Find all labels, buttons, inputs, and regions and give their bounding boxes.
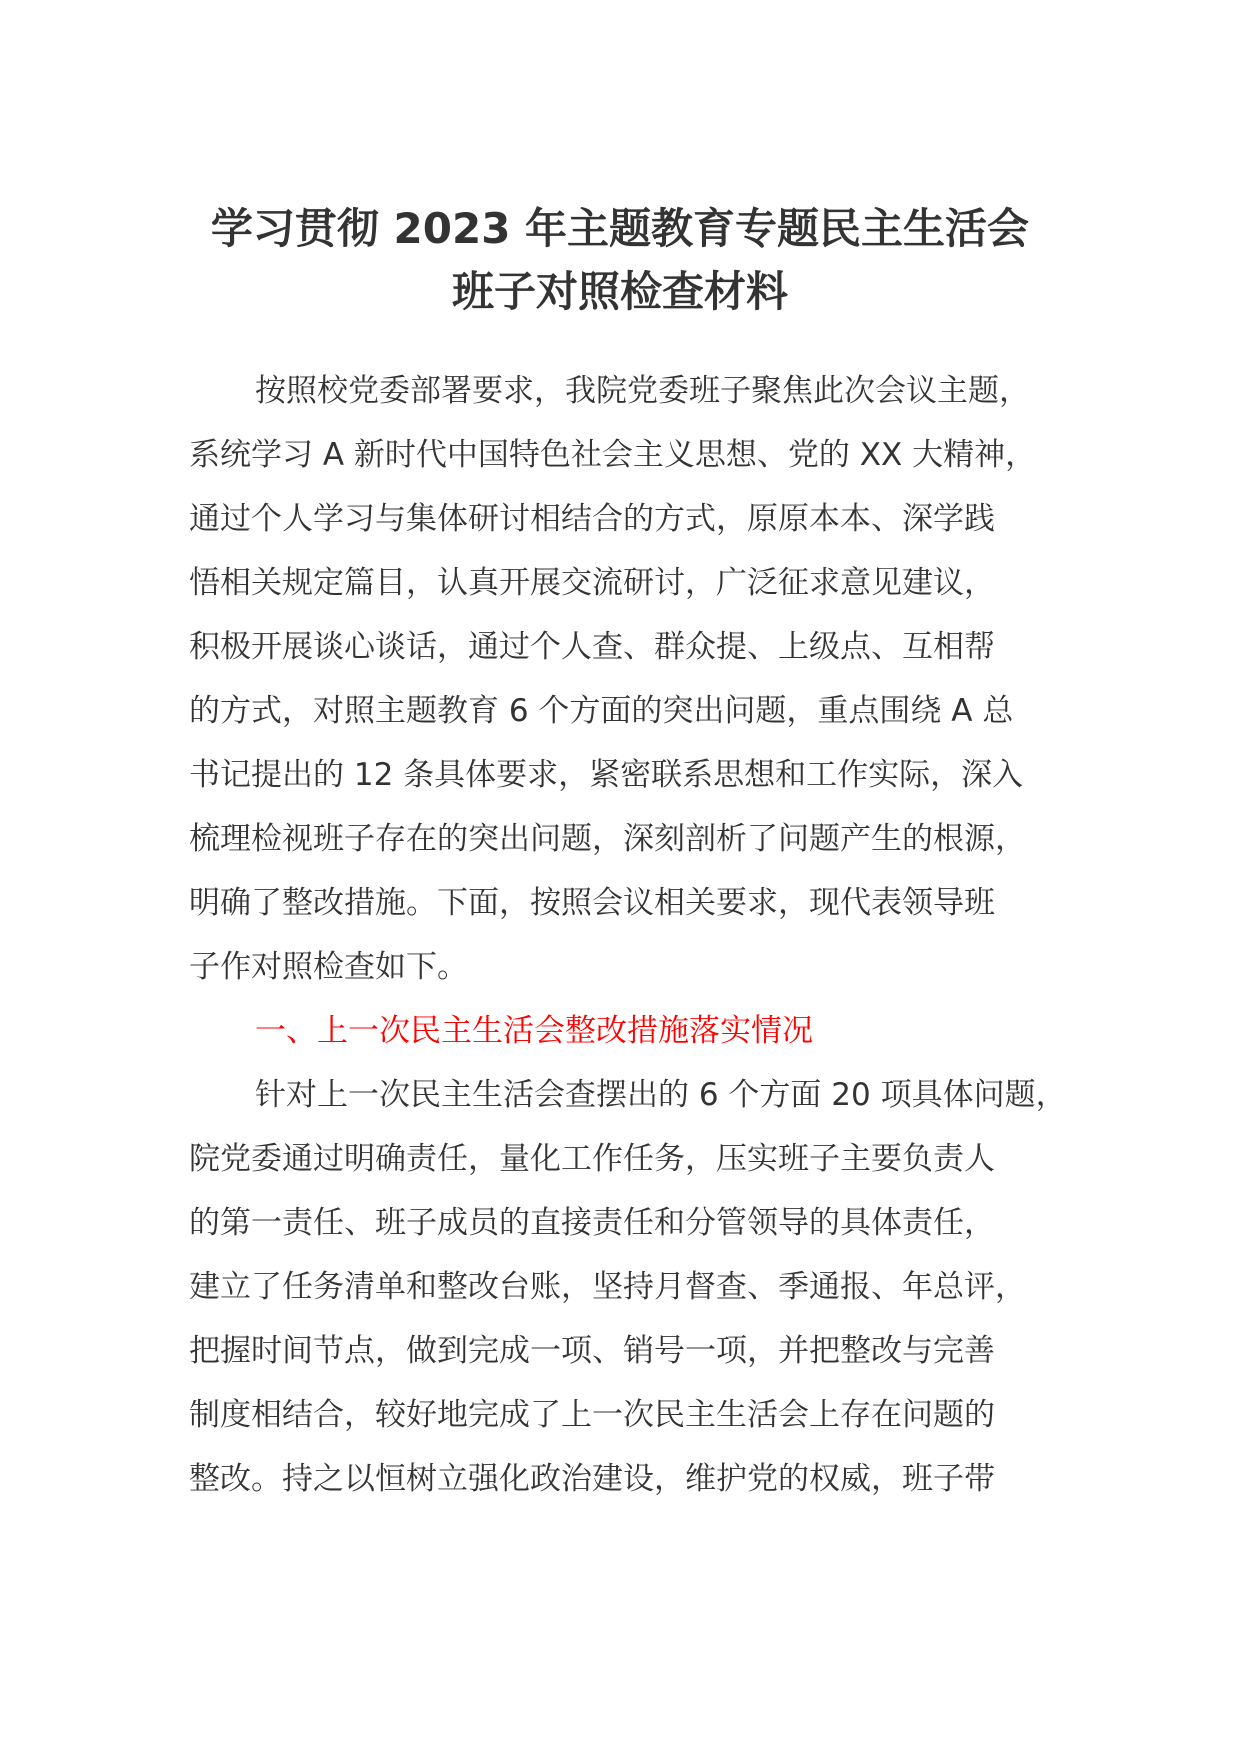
paragraph-line: 通过个人学习与集体研讨相结合的方式，原原本本、深学践 xyxy=(189,501,995,537)
paragraph-line: 制度相结合，较好地完成了上一次民主生活会上存在问题的 xyxy=(189,1397,995,1433)
paragraph-line: 积极开展谈心谈话，通过个人查、群众提、上级点、互相帮 xyxy=(189,629,995,665)
paragraph-line: 的第一责任、班子成员的直接责任和分管领导的具体责任， xyxy=(189,1205,995,1241)
paragraph-line: 针对上一次民主生活会查摆出的 6 个方面 20 项具体问题， xyxy=(255,1077,1067,1113)
document-title-line-2: 班子对照检查材料 xyxy=(451,267,788,316)
paragraph-line: 梳理检视班子存在的突出问题，深刻剖析了问题产生的根源， xyxy=(189,821,1026,857)
paragraph-line: 整改。持之以恒树立强化政治建设，维护党的权威，班子带 xyxy=(189,1461,995,1497)
paragraph-line: 子作对照检查如下。 xyxy=(189,949,468,985)
paragraph-line: 悟相关规定篇目，认真开展交流研讨，广泛征求意见建议， xyxy=(189,565,995,601)
paragraph-line: 建立了任务清单和整改台账，坚持月督查、季通报、年总评， xyxy=(189,1269,1026,1305)
paragraph-line: 院党委通过明确责任，量化工作任务，压实班子主要负责人 xyxy=(189,1141,995,1177)
paragraph-line: 按照校党委部署要求，我院党委班子聚焦此次会议主题， xyxy=(255,373,1030,409)
document-title-line-1: 学习贯彻 2023 年主题教育专题民主生活会 xyxy=(210,204,1030,253)
paragraph-line: 系统学习 A 新时代中国特色社会主义思想、党的 XX 大精神， xyxy=(189,437,1037,473)
paragraph-line: 明确了整改措施。下面，按照会议相关要求，现代表领导班 xyxy=(189,885,995,921)
paragraph-line: 的方式，对照主题教育 6 个方面的突出问题，重点围绕 A 总 xyxy=(189,693,1014,729)
section-heading: 一、上一次民主生活会整改措施落实情况 xyxy=(255,1013,813,1049)
paragraph-line: 把握时间节点，做到完成一项、销号一项，并把整改与完善 xyxy=(189,1333,995,1369)
paragraph-line: 书记提出的 12 条具体要求，紧密联系思想和工作实际，深入 xyxy=(189,757,1024,793)
